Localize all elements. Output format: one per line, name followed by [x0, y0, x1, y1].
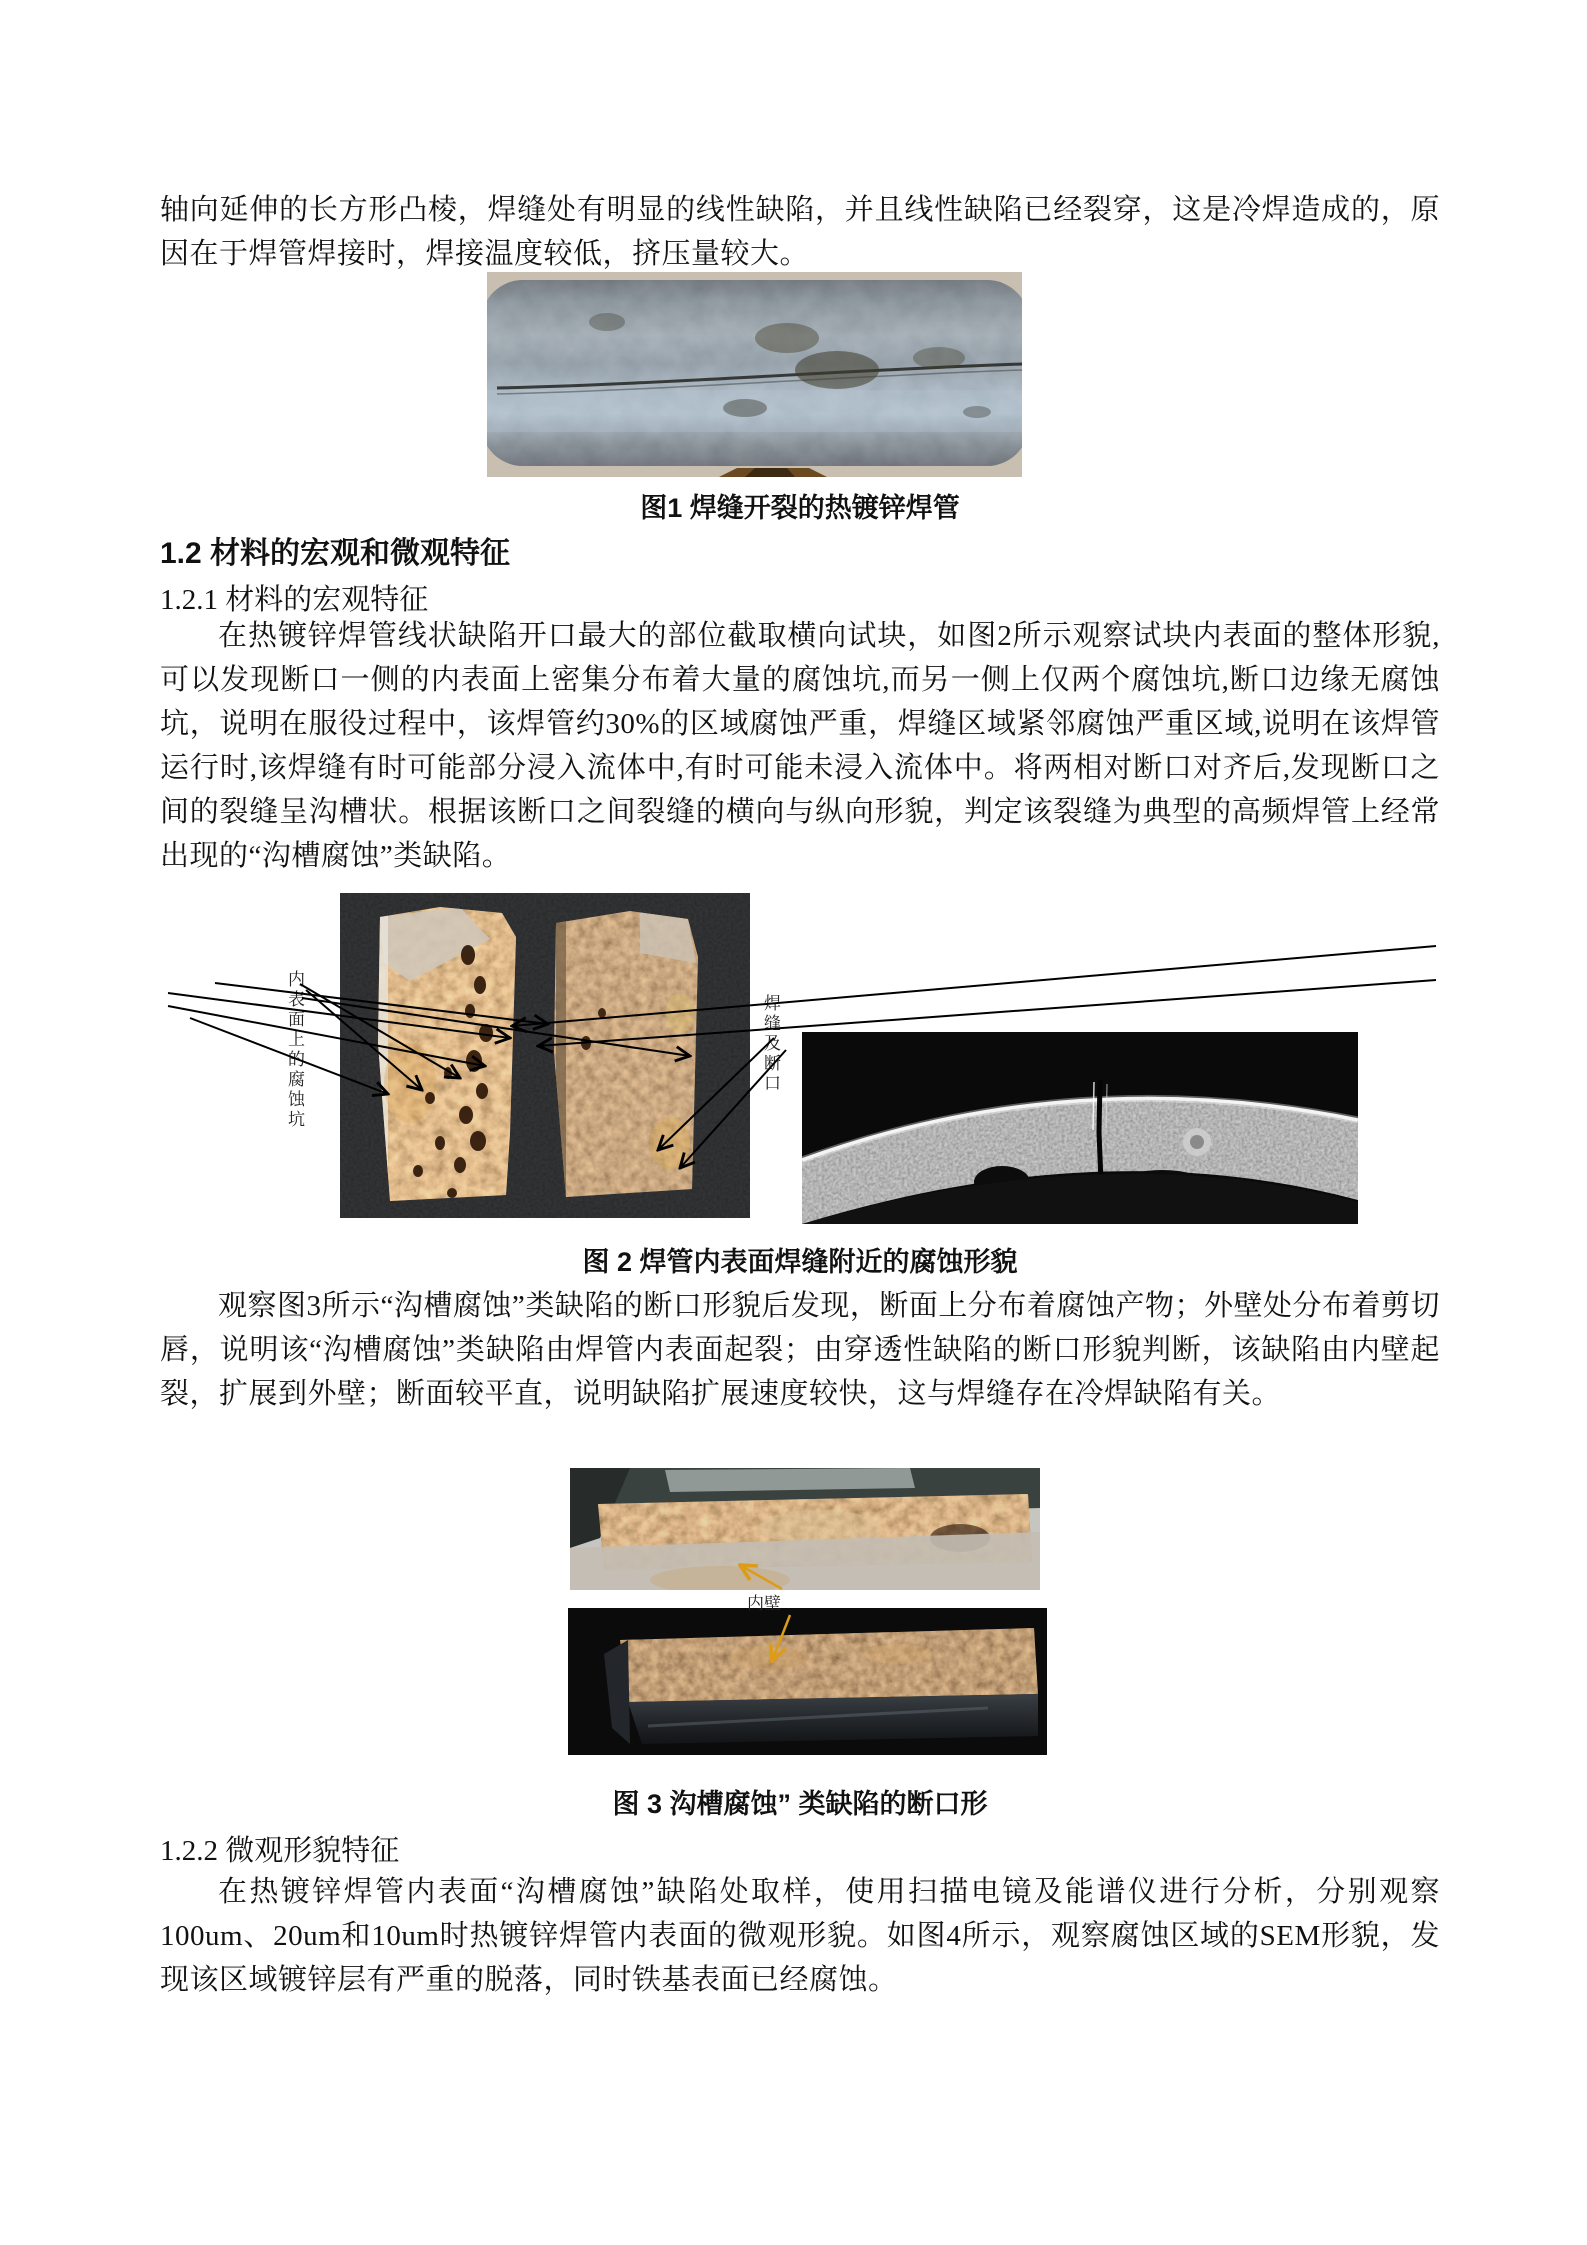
figure2-left-photo — [340, 893, 750, 1218]
figure2-right-photo — [802, 1032, 1358, 1224]
figure3-bottom-photo — [568, 1608, 1047, 1755]
rust-specimens-graphic — [340, 893, 750, 1218]
section-heading-1-2: 1.2 材料的宏观和微观特征 — [160, 537, 511, 570]
pipe-photo-graphic — [487, 272, 1022, 477]
paragraph-micro-features: 在热镀锌焊管内表面“沟槽腐蚀”缺陷处取样，使用扫描电镜及能谱仪进行分析，分别观察100um、20um和10um时热镀锌焊管内表面的微观形貌。如图4所示，观察腐蚀区域的SEM形貌，发现该区域镀锌层有严重的脱落，同时铁基表面已经腐蚀。 — [160, 1876, 1440, 1996]
paragraph-macro-features: 在热镀锌焊管线状缺陷开口最大的部位截取横向试块，如图2所示观察试块内表面的整体形貌,可以发现断口一侧的内表面上密集分布着大量的腐蚀坑,而另一侧上仅两个腐蚀坑,断口边缘无腐蚀坑，说明在服役过程中，该焊管约30%的区域腐蚀严重，焊缝区域紧邻腐蚀严重区域,说明在该焊管运行时,该焊缝有时可能部分浸入流体中,有时可能未浸入流体中。将两相对断口对齐后,发现断口之间的裂缝呈沟槽状。根据该断口之间裂缝的横向与纵向形貌，判定该裂缝为典型的高频焊管上经常出现的“沟槽腐蚀”类缺陷。 — [160, 620, 1440, 872]
figure2-label-corrosion-pits: 内表面上的腐蚀坑 — [285, 970, 304, 1130]
fracture-bar-bottom-graphic — [568, 1608, 1047, 1755]
figure2-label-weld-fracture: 焊缝及断口 — [761, 994, 780, 1094]
figure2-caption: 图 2 焊管内表面焊缝附近的腐蚀形貌 — [582, 1247, 1018, 1277]
section-heading-1-2-1: 1.2.1 材料的宏观特征 — [160, 584, 429, 616]
fracture-bar-top-graphic — [570, 1468, 1040, 1590]
figure3-top-photo — [570, 1468, 1040, 1590]
figure2-composite — [160, 888, 1440, 1236]
paragraph-fracture-analysis: 观察图3所示“沟槽腐蚀”类缺陷的断口形貌后发现，断面上分布着腐蚀产物；外壁处分布着剪切唇，说明该“沟槽腐蚀”类缺陷由焊管内表面起裂；由穿透性缺陷的断口形貌判断，该缺陷由内壁起裂，扩展到外壁；断面较平直，说明缺陷扩展速度较快，这与焊缝存在冷焊缺陷有关。 — [160, 1290, 1440, 1410]
figure1-pipe-photo — [487, 272, 1022, 477]
figure3-composite — [160, 1465, 1440, 1765]
paragraph-intro: 轴向延伸的长方形凸棱，焊缝处有明显的线性缺陷，并且线性缺陷已经裂穿，这是冷焊造成的，原因在于焊管焊接时，焊接温度较低，挤压量较大。 — [160, 194, 1440, 270]
cross-section-graphic — [802, 1032, 1358, 1224]
figure1-caption: 图1 焊缝开裂的热镀锌焊管 — [640, 493, 960, 523]
section-heading-1-2-2: 1.2.2 微观形貌特征 — [160, 1835, 400, 1867]
figure3-label-inner-wall: 内壁 — [747, 1594, 781, 1613]
figure3-caption: 图 3 沟槽腐蚀” 类缺陷的断口形 — [612, 1789, 988, 1819]
